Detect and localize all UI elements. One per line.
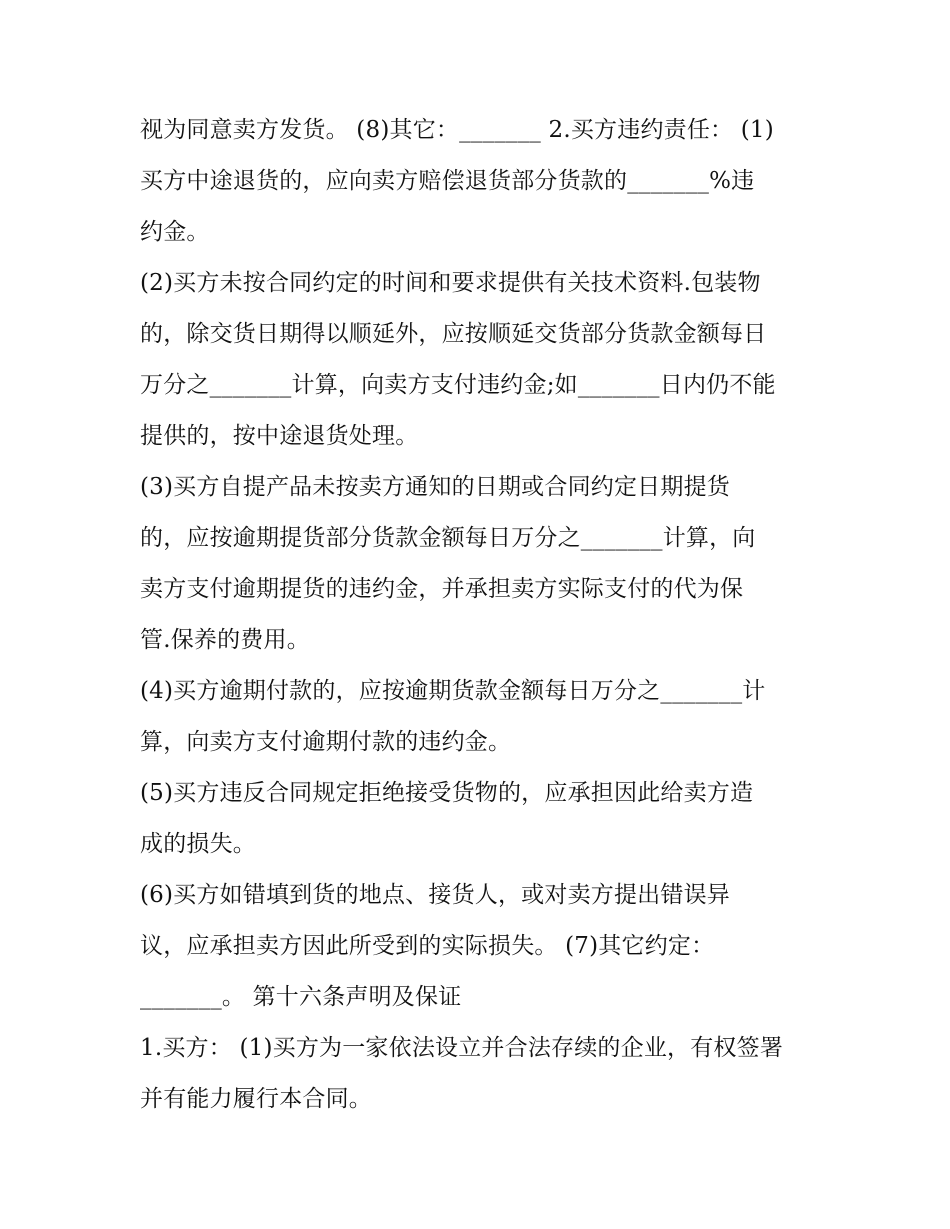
text-line: _______。 第十六条声明及保证 bbox=[140, 984, 462, 1010]
text-line: 的，应按逾期提货部分货款金额每日万分之_______计算，向 bbox=[140, 525, 756, 551]
text-line: (5)买方违反合同规定拒绝接受货物的，应承担因此给卖方造 bbox=[140, 780, 754, 806]
text-line: 的，除交货日期得以顺延外，应按顺延交货部分货款金额每日 bbox=[140, 321, 767, 347]
text-line: 算，向卖方支付逾期付款的违约金。 bbox=[140, 729, 512, 755]
text-line: 视为同意卖方发货。 (8)其它：_______ 2.买方违约责任： (1) bbox=[140, 117, 774, 143]
text-line: 并有能力履行本合同。 bbox=[140, 1086, 372, 1112]
text-line: 成的损失。 bbox=[140, 831, 256, 857]
text-line: 卖方支付逾期提货的违约金，并承担卖方实际支付的代为保 bbox=[140, 576, 744, 602]
text-line: 管.保养的费用。 bbox=[140, 627, 310, 653]
text-line: 1.买方： (1)买方为一家依法设立并合法存续的企业，有权签署 bbox=[140, 1035, 784, 1061]
text-line: 约金。 bbox=[140, 219, 210, 245]
text-line: (2)买方未按合同约定的时间和要求提供有关技术资料.包装物 bbox=[140, 270, 761, 296]
text-line: 万分之_______计算，向卖方支付违约金;如_______日内仍不能 bbox=[140, 372, 776, 398]
text-line: (3)买方自提产品未按卖方通知的日期或合同约定日期提货 bbox=[140, 474, 730, 500]
text-line: 买方中途退货的，应向卖方赔偿退货部分货款的_______%违 bbox=[140, 168, 755, 194]
text-line: (6)买方如错填到货的地点、接货人，或对卖方提出错误异 bbox=[140, 882, 730, 908]
text-line: 提供的，按中途退货处理。 bbox=[140, 423, 419, 449]
text-line: (4)买方逾期付款的，应按逾期货款金额每日万分之_______计 bbox=[140, 678, 766, 704]
text-line: 议，应承担卖方因此所受到的实际损失。 (7)其它约定： bbox=[140, 933, 715, 959]
